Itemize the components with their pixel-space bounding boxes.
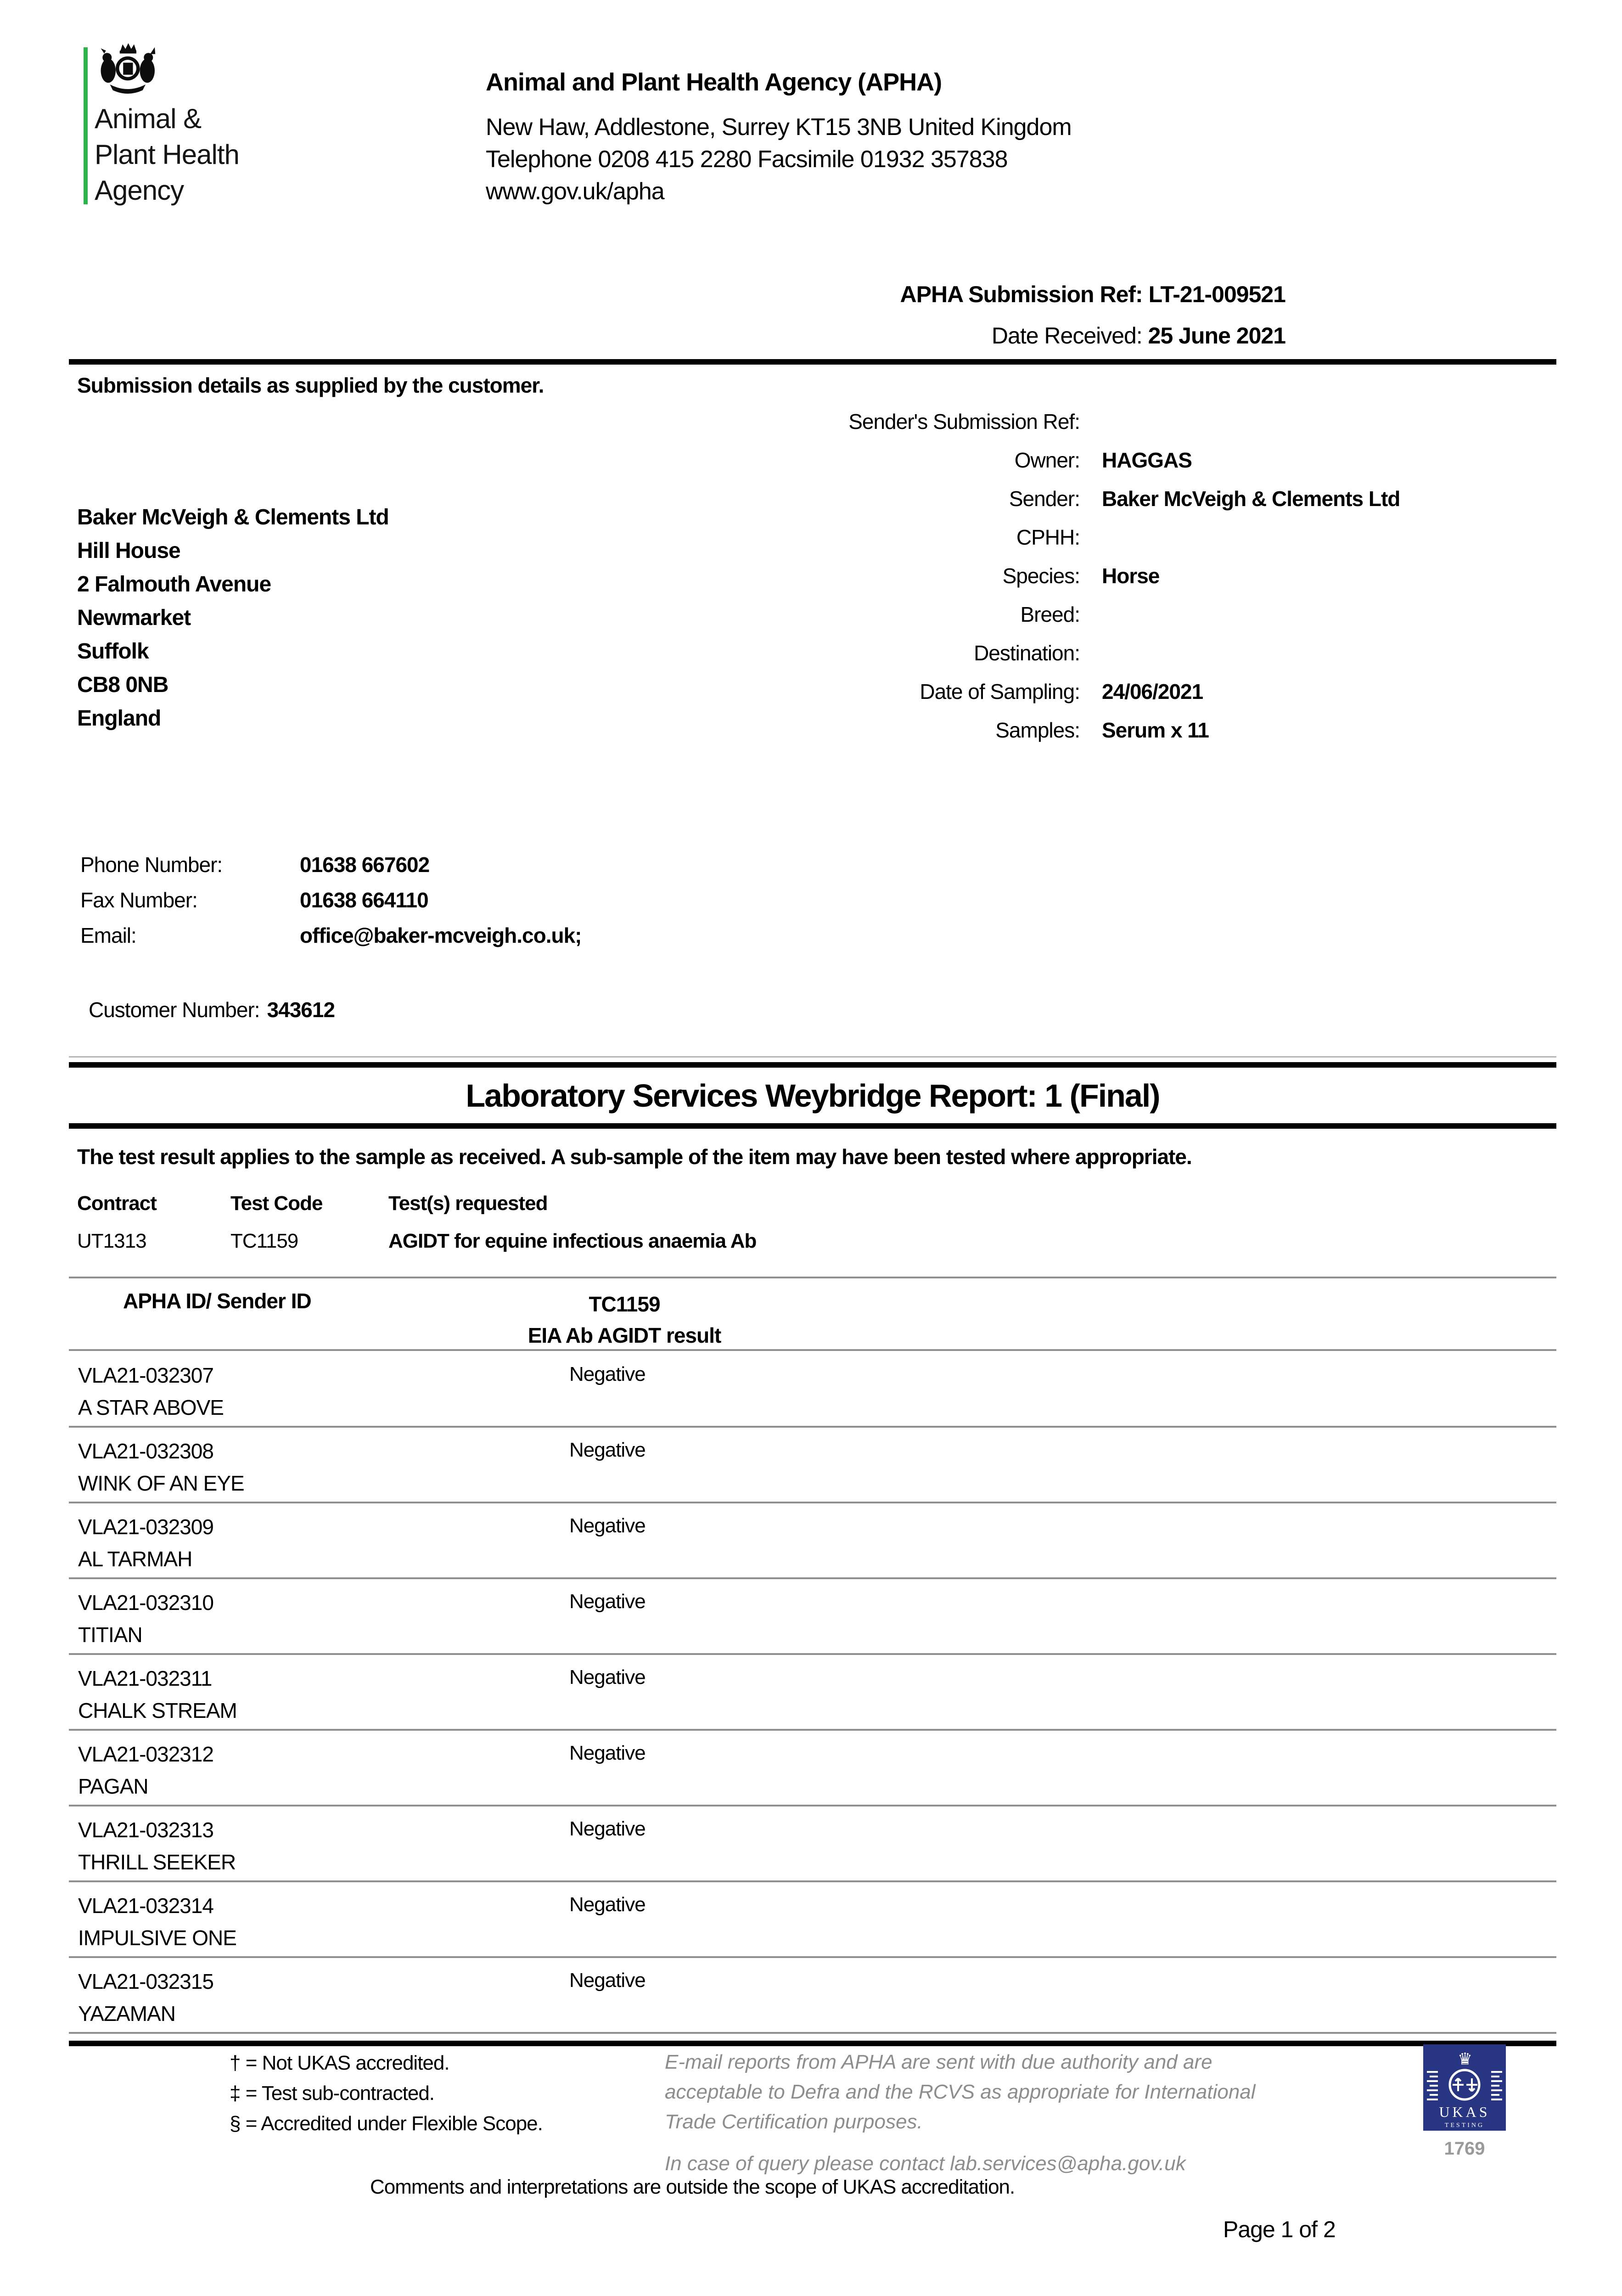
brand-accent-bar	[84, 47, 88, 204]
table-row	[69, 1352, 1556, 1428]
report-title: Laboratory Services Weybridge Report: 1 (Final)	[466, 1078, 1160, 1114]
field-label: Samples:	[995, 718, 1080, 742]
note-line: acceptable to Defra and the RCVS as appropriate for International	[665, 2081, 1256, 2103]
ukas-accreditation-mark	[1423, 2044, 1506, 2159]
column-header-contract: Contract	[77, 1192, 157, 1215]
field-row	[735, 409, 1400, 448]
field-value	[1080, 641, 1102, 679]
agency-address: New Haw, Addlestone, Surrey KT15 3NB United Kingdom	[486, 114, 1072, 141]
table-row	[69, 1428, 1556, 1503]
email-authority-note	[665, 2047, 1367, 2178]
royal-crest-icon	[93, 41, 162, 100]
ukas-number: 1769	[1444, 2138, 1485, 2159]
results-id-column-header: APHA ID/ Sender ID	[123, 1289, 311, 1313]
sample-id: VLA21-032311	[78, 1666, 212, 1690]
animal-name: A STAR ABOVE	[78, 1396, 224, 1419]
submission-details-heading: Submission details as supplied by the customer.	[77, 373, 544, 397]
legend-line: § = Accredited under Flexible Scope.	[230, 2112, 543, 2135]
field-label: CPHH:	[1016, 525, 1080, 549]
field-label: Sender:	[1009, 487, 1080, 511]
sample-id: VLA21-032315	[78, 1970, 213, 1993]
tests-requested-value: AGIDT for equine infectious anaemia Ab	[388, 1230, 757, 1252]
field-value	[1080, 525, 1102, 563]
table-row	[69, 1655, 1556, 1731]
field-row	[735, 641, 1400, 679]
customer-number-value: 343612	[267, 998, 335, 1022]
table-row	[69, 1731, 1556, 1806]
date-received: Date Received: 25 June 2021	[991, 323, 1285, 349]
test-result: Negative	[569, 1742, 645, 1764]
customer-number-label: Customer Number:	[89, 998, 260, 1022]
logo-line: Plant Health	[95, 139, 239, 170]
page-indicator: Page 1 of 2	[1223, 2217, 1336, 2242]
agency-logo-text	[95, 101, 239, 208]
field-row	[735, 525, 1400, 563]
note-line: Trade Certification purposes.	[665, 2110, 923, 2133]
table-row	[69, 1806, 1556, 1882]
field-label: Species:	[1002, 564, 1080, 588]
animal-name: WINK OF AN EYE	[78, 1471, 244, 1495]
legend-line: ‡ = Test sub-contracted.	[230, 2082, 435, 2105]
field-row	[735, 679, 1400, 718]
field-row	[735, 718, 1400, 756]
customer-number	[89, 997, 335, 1022]
animal-name: CHALK STREAM	[78, 1699, 237, 1722]
animal-name: THRILL SEEKER	[78, 1850, 236, 1874]
column-header-test-code: Test Code	[230, 1192, 323, 1215]
submission-fields	[735, 409, 1400, 756]
test-result: Negative	[569, 1818, 645, 1840]
sample-id: VLA21-032309	[78, 1515, 213, 1539]
column-header-tests-requested: Test(s) requested	[388, 1192, 548, 1215]
test-result: Negative	[569, 1514, 645, 1537]
svg-text:UKAS: UKAS	[1439, 2104, 1490, 2120]
test-result: Negative	[569, 1363, 645, 1385]
results-table	[69, 1352, 1556, 2034]
sample-id: VLA21-032312	[78, 1742, 213, 1766]
results-test-column-header	[496, 1289, 753, 1351]
field-row	[735, 486, 1400, 525]
test-code-value: TC1159	[230, 1230, 298, 1252]
results-test-code: TC1159	[589, 1292, 660, 1316]
field-label: Breed:	[1020, 602, 1080, 626]
divider	[69, 1123, 1556, 1129]
test-result: Negative	[569, 1590, 645, 1613]
results-result-type: EIA Ab AGIDT result	[528, 1323, 721, 1347]
table-row	[69, 1579, 1556, 1655]
sample-id: VLA21-032314	[78, 1894, 213, 1918]
address-line: England	[77, 706, 161, 731]
report-disclaimer: The test result applies to the sample as received. A sub-sample of the item may have been tested where appropriate.	[77, 1145, 1192, 1169]
address-line: CB8 0NB	[77, 673, 168, 697]
sample-id: VLA21-032307	[78, 1363, 213, 1387]
address-line: Suffolk	[77, 639, 149, 664]
contact-row	[80, 852, 581, 888]
logo-line: Animal &	[95, 103, 202, 134]
animal-name: TITIAN	[78, 1623, 142, 1647]
divider	[69, 1349, 1556, 1351]
table-row	[69, 1958, 1556, 2034]
animal-name: PAGAN	[78, 1774, 148, 1798]
field-value: Horse	[1102, 564, 1160, 588]
field-label: Owner:	[1014, 448, 1080, 472]
contact-row	[80, 888, 581, 923]
sample-id: VLA21-032313	[78, 1818, 213, 1842]
customer-address	[77, 501, 389, 735]
svg-text:TESTING: TESTING	[1444, 2122, 1485, 2129]
contact-fields	[80, 852, 581, 958]
logo-line: Agency	[95, 175, 184, 206]
divider	[69, 1056, 1556, 1058]
sample-id: VLA21-032308	[78, 1439, 213, 1463]
field-value: Baker McVeigh & Clements Ltd	[1102, 487, 1400, 511]
address-line: Baker McVeigh & Clements Ltd	[77, 505, 389, 529]
divider	[69, 359, 1556, 365]
table-row	[69, 1503, 1556, 1579]
ukas-testing-logo-icon	[1423, 2044, 1506, 2134]
table-row	[69, 1882, 1556, 1958]
animal-name: AL TARMAH	[78, 1547, 192, 1571]
note-line: E-mail reports from APHA are sent with due authority and are	[665, 2051, 1212, 2073]
contact-value: 01638 667602	[300, 853, 430, 877]
field-label: Sender's Submission Ref:	[848, 410, 1080, 433]
contact-value: 01638 664110	[300, 888, 428, 912]
contact-label: Phone Number:	[80, 853, 223, 877]
svg-text:♛: ♛	[1457, 2050, 1472, 2069]
contact-value: office@baker-mcveigh.co.uk;	[300, 923, 582, 947]
address-line: Newmarket	[77, 606, 191, 630]
field-row	[735, 448, 1400, 486]
contract-value: UT1313	[77, 1230, 146, 1252]
divider	[69, 1062, 1556, 1068]
divider	[69, 1277, 1556, 1278]
agency-title: Animal and Plant Health Agency (APHA)	[486, 68, 942, 96]
field-value: 24/06/2021	[1102, 680, 1203, 703]
apha-submission-ref: APHA Submission Ref: LT-21-009521	[900, 281, 1285, 307]
animal-name: IMPULSIVE ONE	[78, 1926, 236, 1950]
submission-ref-block	[780, 281, 1285, 349]
test-result: Negative	[569, 1893, 645, 1916]
field-label: Date of Sampling:	[920, 680, 1080, 703]
query-contact-note: In case of query please contact lab.services@apha.gov.uk	[665, 2152, 1186, 2175]
field-value	[1080, 409, 1102, 448]
field-row	[735, 563, 1400, 602]
field-label: Destination:	[974, 641, 1080, 665]
field-row	[735, 602, 1400, 641]
legend-line: † = Not UKAS accredited.	[230, 2052, 449, 2074]
agency-phone-fax: Telephone 0208 415 2280 Facsimile 01932 357838	[486, 146, 1008, 173]
test-result: Negative	[569, 1439, 645, 1461]
animal-name: YAZAMAN	[78, 2002, 175, 2026]
address-line: 2 Falmouth Avenue	[77, 572, 271, 597]
address-line: Hill House	[77, 539, 180, 563]
field-value: Serum x 11	[1102, 718, 1209, 742]
contact-label: Email:	[80, 923, 136, 947]
comments-note: Comments and interpretations are outside the scope of UKAS accreditation.	[370, 2176, 1015, 2198]
agency-website: www.gov.uk/apha	[486, 178, 664, 205]
contact-label: Fax Number:	[80, 888, 197, 912]
sample-id: VLA21-032310	[78, 1591, 213, 1615]
accreditation-legend	[230, 2048, 543, 2139]
contact-row	[80, 923, 581, 958]
letterhead	[486, 68, 1072, 208]
test-result: Negative	[569, 1666, 645, 1688]
divider	[69, 2041, 1556, 2046]
field-value: HAGGAS	[1102, 448, 1192, 472]
field-value	[1080, 602, 1102, 641]
test-result: Negative	[569, 1969, 645, 1992]
